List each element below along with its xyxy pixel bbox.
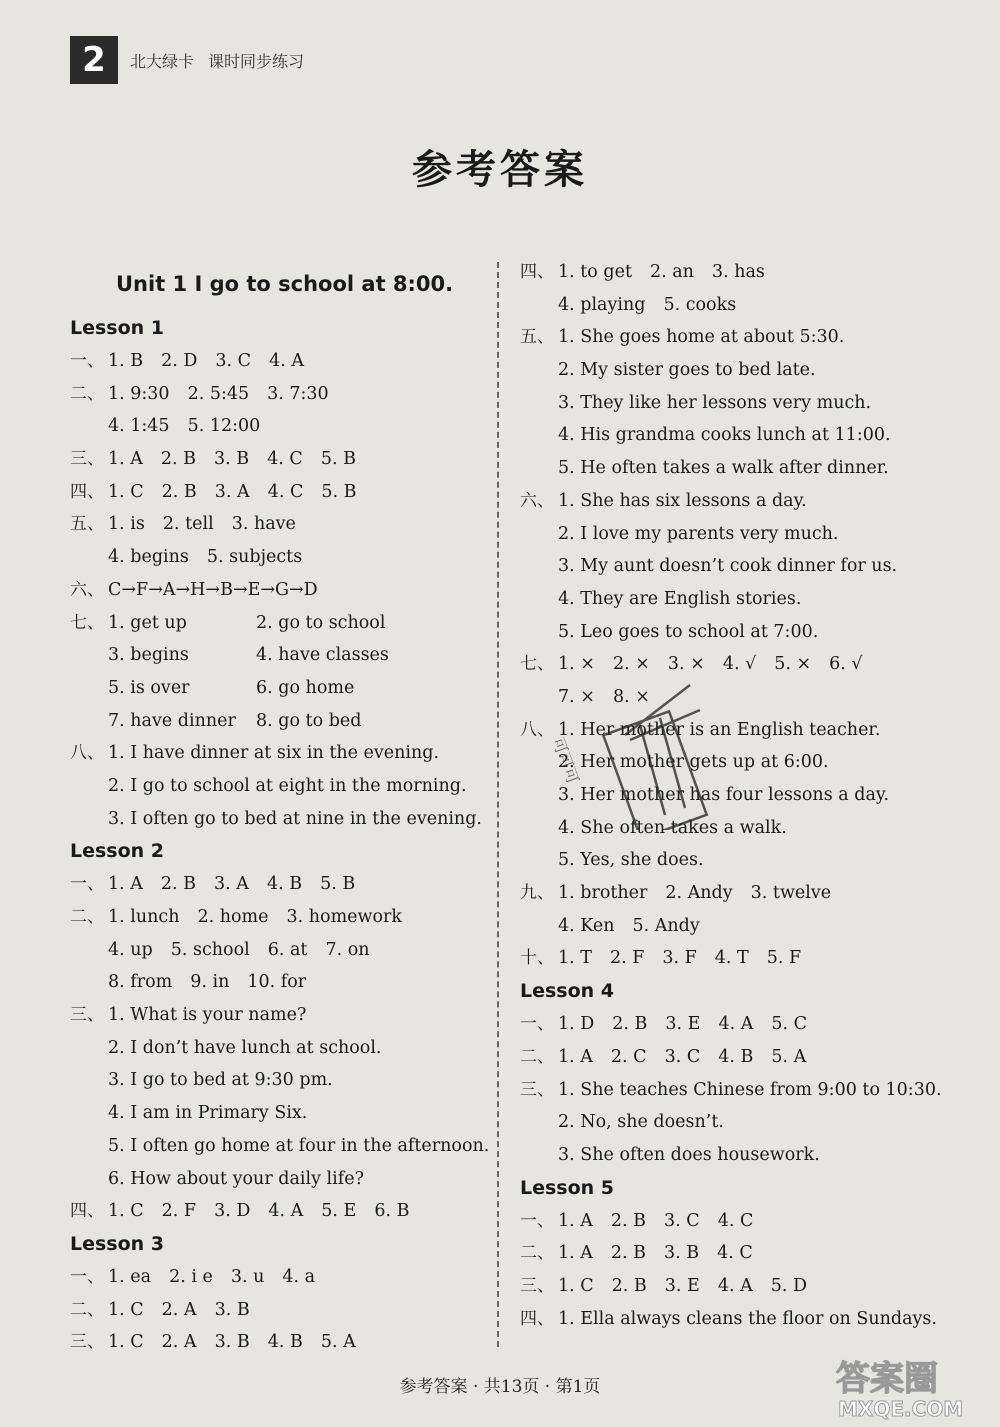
answer-item: 2. A (161, 1299, 197, 1320)
answer-item: 5. is over (108, 677, 190, 698)
answer-item: 3. They like her lessons very much. (558, 392, 872, 413)
answer-row (520, 321, 970, 354)
page-title: 参考答案 (412, 147, 588, 193)
question-number: 八、 (70, 743, 104, 764)
answer-item: 5. 12:00 (187, 416, 261, 437)
answer-item: 2. I go to school at eight in the morning. (108, 775, 467, 796)
answer-item: 7. × (558, 686, 595, 707)
answer-row (70, 508, 490, 541)
answer-item: 5. D (770, 1275, 808, 1296)
answer-row (70, 607, 490, 640)
answer-item: 2. B (612, 1014, 648, 1035)
answer-item: 1. A (558, 1046, 593, 1067)
unit-title: Unit 1 I go to school at 8:00. (116, 272, 454, 296)
answer-item: 4. A (718, 1014, 754, 1035)
answer-item: 5. He often takes a walk after dinner. (558, 458, 889, 479)
answer-item: 2. 5:45 (187, 383, 250, 404)
answer-item: 2. B (610, 1210, 647, 1231)
answer-item: 2. My sister goes to bed late. (558, 360, 816, 381)
answer-item: 4. B (718, 1046, 754, 1067)
answer-item: 1. B (108, 351, 144, 371)
question-number: 五、 (70, 514, 104, 535)
answer-item: 1. She teaches Chinese from 9:00 to 10:30. (558, 1079, 942, 1100)
answer-row (70, 1326, 490, 1359)
answer-item: 1. She has six lessons a day. (558, 490, 807, 511)
page-footer: 参考答案 · 共13页 · 第1页 (399, 1377, 601, 1397)
question-number: 一、 (520, 1210, 554, 1231)
answer-item: 1. lunch (108, 907, 180, 927)
answer-item: 5. A (320, 1332, 356, 1353)
answer-item: 4. T (714, 948, 749, 969)
lesson-heading: Lesson 5 (520, 1176, 615, 1199)
question-number: 一、 (70, 874, 104, 895)
answer-item: 2. C (610, 1046, 647, 1067)
answer-item: 2. × (612, 654, 650, 675)
answer-item: 2. B (160, 449, 197, 470)
answer-item: 2. B (160, 874, 197, 895)
stamp-text: 可可可 (548, 734, 583, 787)
running-header (130, 49, 304, 72)
answer-item: 8. from (108, 972, 173, 993)
question-number: 三、 (70, 1005, 104, 1026)
answer-item: 4. They are English stories. (558, 588, 802, 609)
answer-item: 3. F (662, 948, 697, 969)
answer-item: 3. have (231, 514, 296, 535)
answer-item: 4. A (268, 1201, 304, 1222)
answer-row (70, 1097, 490, 1130)
answer-item: 2. I love my parents very much. (558, 523, 839, 544)
answer-item: 4. Ken (558, 915, 615, 936)
site-watermark-logo (826, 1350, 996, 1422)
question-number: 三、 (70, 449, 104, 470)
answer-row (520, 1139, 970, 1172)
answer-item: 3. twelve (750, 883, 832, 904)
answer-item: 1. to get (558, 262, 632, 282)
question-number: 十、 (520, 948, 554, 969)
answer-item: 1. Her mother is an English teacher. (558, 719, 881, 740)
question-number: 二、 (70, 907, 104, 927)
question-number: 一、 (520, 1014, 554, 1035)
answer-row (70, 345, 490, 378)
answer-item: 3. begins (108, 645, 189, 666)
ink-stamp-mark (530, 680, 720, 830)
question-number: 七、 (520, 654, 554, 675)
answer-item: 5. B (320, 874, 356, 895)
answer-item: 5. E (321, 1201, 357, 1222)
answer-item: 5. subjects (206, 547, 303, 568)
answer-item: 6. √ (829, 654, 863, 675)
answer-item: 2. tell (162, 514, 214, 535)
answer-item: 3. C (215, 351, 252, 371)
answer-item: 4. begins (108, 547, 189, 568)
answer-item: 1. She goes home at about 5:30. (558, 327, 845, 348)
answer-row (70, 443, 490, 476)
answer-item: 1. A (108, 874, 143, 895)
answer-item: 4. She often takes a walk. (558, 817, 787, 838)
answer-item: 1. A (558, 1243, 593, 1264)
answer-item: 3. B (214, 1299, 250, 1320)
answer-item: 1. What is your name? (108, 1005, 307, 1026)
answer-item: 5. Yes, she does. (558, 850, 704, 871)
answer-row (70, 966, 490, 999)
answer-row (70, 705, 490, 738)
book-name: 北大绿卡 (130, 52, 195, 71)
question-number: 二、 (70, 1299, 104, 1320)
answer-row (520, 452, 970, 485)
answer-item: 1. is (108, 514, 145, 535)
answer-row (520, 1041, 970, 1074)
answer-row (520, 844, 970, 877)
answer-row (70, 901, 490, 934)
answer-item: 1. brother (558, 883, 648, 904)
answer-item: 4. √ (722, 654, 757, 675)
answer-row (70, 1130, 490, 1163)
answer-row (520, 616, 970, 649)
answer-row (70, 803, 490, 836)
answer-item: 6. at (267, 939, 308, 960)
answer-row (520, 1008, 970, 1041)
answer-row (520, 354, 970, 387)
answer-item: 4. B (267, 1332, 303, 1353)
question-number: 一、 (70, 351, 104, 371)
answer-item: 2. home (197, 907, 269, 927)
answer-item: 3. × (667, 654, 705, 675)
question-number: 四、 (70, 1201, 104, 1222)
answer-item: 5. A (771, 1046, 807, 1067)
question-number: 六、 (520, 490, 554, 511)
answer-item: 3. My aunt doesn’t cook dinner for us. (558, 556, 898, 577)
answer-item: 4. C (267, 481, 304, 502)
answer-item: 5. school (170, 939, 250, 960)
answer-item: 4. up (108, 939, 153, 960)
answer-item: 3. C (664, 1210, 700, 1231)
answer-item: 5. I often go home at four in the afternoon. (108, 1135, 490, 1156)
question-number: 一、 (70, 1266, 104, 1287)
answer-item: 3. B (664, 1243, 700, 1264)
answer-item: 5. B (321, 481, 357, 502)
answer-row (520, 1205, 970, 1238)
column-divider (497, 262, 499, 1347)
answer-item: 5. F (766, 948, 802, 969)
answer-item: 1. A (558, 1210, 593, 1231)
answer-item: 2. No, she doesn’t. (558, 1112, 724, 1133)
answer-item: 1. C (558, 1275, 594, 1296)
lesson-heading: Lesson 2 (70, 840, 165, 863)
lesson-heading: Lesson 3 (70, 1232, 165, 1255)
answer-item: 2. F (609, 948, 645, 969)
answer-row (70, 737, 490, 770)
answer-item: 4. C (717, 1210, 754, 1231)
question-number: 四、 (520, 262, 554, 282)
answer-row (70, 574, 490, 607)
answer-item: 4. B (266, 874, 303, 895)
answer-row (70, 1064, 490, 1097)
answer-row (520, 1106, 970, 1139)
answer-item: 3. E (665, 1014, 701, 1035)
answer-item: 3. She often does housework. (558, 1144, 820, 1165)
answer-row (70, 868, 490, 901)
answer-row (520, 583, 970, 616)
answer-item: 9. in (190, 972, 230, 993)
answer-item: 7. on (325, 939, 370, 960)
question-number: 三、 (70, 1332, 104, 1353)
answer-row (70, 541, 490, 574)
answer-item: 4. I am in Primary Six. (108, 1103, 308, 1124)
answer-item: 1. C (108, 1332, 144, 1353)
answer-item: 4. A (269, 351, 304, 371)
answer-item: 5. B (320, 449, 356, 470)
answer-item: 6. go home (256, 677, 355, 698)
answer-item: 1. Ella always cleans the floor on Sundays. (558, 1308, 937, 1329)
answer-item: 1. 9:30 (108, 383, 170, 404)
answer-item: 1. T (558, 948, 592, 969)
answer-item: 2. B (161, 481, 197, 502)
answer-row (70, 1163, 490, 1196)
answer-item: 5. cooks (663, 294, 737, 315)
question-number: 八、 (520, 719, 554, 740)
answer-item: 1. × (558, 654, 595, 675)
answer-item: 3. A (214, 481, 250, 502)
answer-item: 1. C (108, 481, 144, 502)
answer-item: 3. homework (286, 907, 403, 927)
answer-row (70, 639, 490, 672)
answer-item: 3. Her mother has four lessons a day. (558, 785, 890, 805)
answer-item: C→F→A→H→B→E→G→D (108, 579, 318, 600)
answer-item: 1. get up (108, 612, 187, 633)
answer-item: 2. I don’t have lunch at school. (108, 1037, 382, 1058)
question-number: 二、 (70, 383, 104, 404)
answer-item: 4. have classes (256, 645, 389, 666)
answer-item: 4. playing (558, 294, 646, 315)
answer-item: 2. Her mother gets up at 6:00. (558, 752, 829, 773)
answer-item: 4. C (717, 1243, 753, 1264)
book-subtitle: 课时同步练习 (208, 52, 305, 71)
watermark-top-text: 答案圈 (836, 1359, 938, 1399)
question-number: 二、 (520, 1243, 554, 1264)
answer-item: 3. 7:30 (267, 383, 329, 404)
answer-item: 10. for (247, 972, 307, 993)
answer-row (70, 999, 490, 1032)
answer-row (520, 910, 970, 943)
answer-item: 2. B (611, 1275, 647, 1296)
answer-item: 3. A (214, 874, 249, 895)
answer-row (520, 1237, 970, 1270)
answer-item: 4. C (267, 449, 303, 470)
answer-row (520, 648, 970, 681)
answer-row (520, 877, 970, 910)
answer-row (520, 1270, 970, 1303)
answer-row (520, 387, 970, 420)
answer-item: 5. C (771, 1014, 808, 1035)
answer-row (520, 485, 970, 518)
left-column (70, 256, 490, 1359)
answer-item: 1. D (558, 1014, 595, 1035)
answer-item: 2. Andy (665, 883, 733, 904)
answer-item: 3. D (214, 1201, 251, 1222)
answer-item: 3. has (711, 262, 765, 282)
question-number: 九、 (520, 883, 554, 904)
answer-row (520, 256, 970, 289)
answer-row (70, 770, 490, 803)
answer-item: 3. B (214, 1332, 250, 1353)
answer-item: 3. E (664, 1275, 700, 1296)
answer-item: 7. have dinner (108, 710, 236, 731)
answer-row (70, 410, 490, 443)
answer-row (520, 550, 970, 583)
answer-item: 2. go to school (256, 612, 386, 633)
answer-row (70, 1261, 490, 1294)
lesson-heading: Lesson 4 (520, 980, 615, 1003)
answer-item: 5. × (774, 654, 812, 675)
answer-row (70, 672, 490, 705)
answer-item: 2. F (161, 1201, 197, 1222)
question-number: 二、 (520, 1046, 554, 1067)
page-number-badge: 2 (70, 36, 118, 84)
answer-item: 1. ea (108, 1266, 152, 1287)
answer-row (70, 378, 490, 411)
answer-row (70, 934, 490, 967)
answer-item: 4. His grandma cooks lunch at 11:00. (558, 425, 891, 446)
answer-item: 1. C (108, 1299, 144, 1320)
question-number: 三、 (520, 1079, 554, 1100)
answer-item: 2. an (649, 262, 694, 282)
answer-item: 4. A (717, 1275, 753, 1296)
answer-item: 1. A (108, 449, 143, 470)
answer-item: 8. × (612, 686, 650, 707)
answer-item: 3. C (664, 1046, 701, 1067)
answer-item: 5. Andy (632, 915, 700, 936)
question-number: 五、 (520, 327, 554, 348)
question-number: 七、 (70, 612, 104, 633)
answer-item: 2. B (610, 1243, 647, 1264)
question-number: 四、 (520, 1308, 554, 1329)
answer-item: 5. Leo goes to school at 7:00. (558, 621, 819, 642)
answer-item: 2. D (161, 351, 198, 371)
answer-item: 3. B (214, 449, 250, 470)
answer-row (520, 518, 970, 551)
question-number: 四、 (70, 481, 104, 502)
answer-row (70, 1032, 490, 1065)
answer-item: 6. How about your daily life? (108, 1168, 364, 1189)
answer-item: 1. I have dinner at six in the evening. (108, 743, 440, 764)
answer-row (520, 419, 970, 452)
answer-item: 4. 1:45 (108, 416, 170, 437)
answer-row (520, 1074, 970, 1107)
answer-item: 8. go to bed (256, 710, 362, 731)
answer-row (520, 289, 970, 322)
answer-row (70, 476, 490, 509)
answer-item: 3. I often go to bed at nine in the evening. (108, 808, 482, 829)
answer-item: 3. u (230, 1266, 265, 1287)
answer-item: 6. B (374, 1201, 410, 1222)
answer-item: 2. i e (169, 1266, 213, 1287)
answer-row (520, 1303, 970, 1336)
answer-item: 4. a (282, 1266, 316, 1287)
answer-row (70, 1195, 490, 1228)
question-number: 六、 (70, 579, 104, 600)
answer-row (520, 942, 970, 975)
lesson-heading: Lesson 1 (70, 317, 165, 339)
answer-item: 1. C (108, 1201, 144, 1222)
watermark-bottom-text: MXQE.COM (838, 1397, 964, 1421)
answer-item: 2. A (161, 1332, 197, 1353)
question-number: 三、 (520, 1275, 554, 1296)
answer-row (70, 1294, 490, 1327)
answer-item: 3. I go to bed at 9:30 pm. (108, 1070, 333, 1091)
